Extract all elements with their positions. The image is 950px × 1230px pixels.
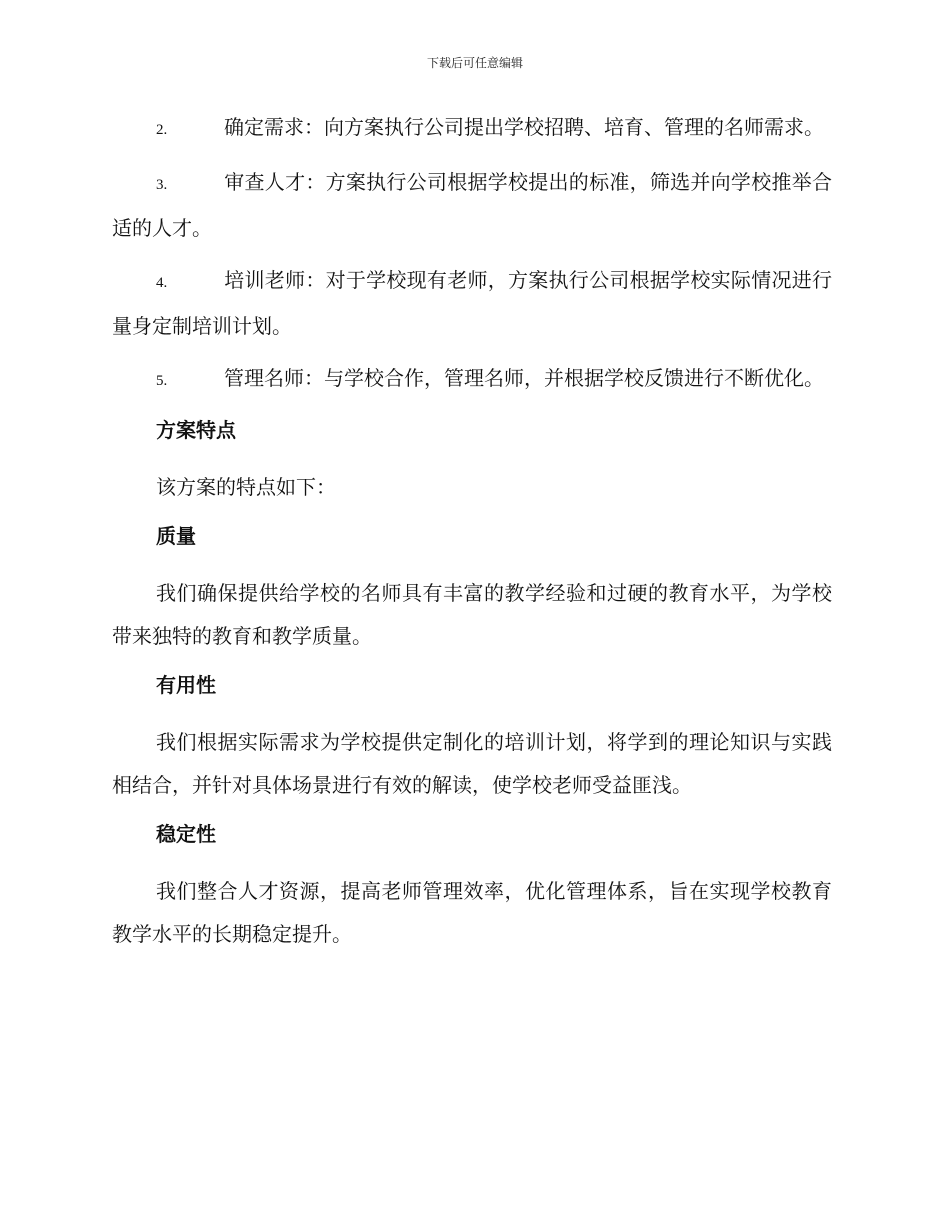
- step-item: [112, 357, 832, 403]
- step-number: 5.: [156, 373, 168, 389]
- step-number: 3.: [156, 177, 168, 193]
- section-heading-quality: 质量: [156, 524, 196, 548]
- section-heading-usefulness: 有用性: [156, 673, 216, 697]
- step-number: 2.: [156, 122, 168, 138]
- quality-paragraph: 我们确保提供给学校的名师具有丰富的教学经验和过硬的教育水平，为学校带来独特的教育和教学质量。: [112, 581, 832, 648]
- stability-paragraph: 我们整合人才资源，提高老师管理效率，优化管理体系，旨在实现学校教育教学水平的长期稳定提升。: [112, 879, 832, 946]
- usefulness-paragraph: 我们根据实际需求为学校提供定制化的培训计划，将学到的理论知识与实践相结合，并针对具体场景进行有效的解读，使学校老师受益匪浅。: [112, 730, 832, 797]
- features-intro: 该方案的特点如下：: [156, 475, 336, 499]
- step-text: 培训老师：对于学校现有老师，方案执行公司根据学校实际情况进行量身定制培训计划。: [112, 268, 832, 338]
- step-number: 4.: [156, 275, 168, 291]
- step-item: [112, 259, 832, 348]
- section-heading-stability: 稳定性: [156, 822, 216, 846]
- document-body: [112, 106, 832, 965]
- page-header: 下载后可任意编辑: [426, 56, 523, 70]
- section-heading-features: 方案特点: [156, 418, 236, 442]
- step-text: 管理名师：与学校合作，管理名师，并根据学校反馈进行不断优化。: [224, 366, 824, 390]
- step-text: 审查人才：方案执行公司根据学校提出的标准，筛选并向学校推举合适的人才。: [112, 170, 832, 240]
- step-text: 确定需求：向方案执行公司提出学校招聘、培育、管理的名师需求。: [224, 115, 824, 139]
- step-item: [112, 161, 832, 250]
- step-item: [112, 106, 832, 152]
